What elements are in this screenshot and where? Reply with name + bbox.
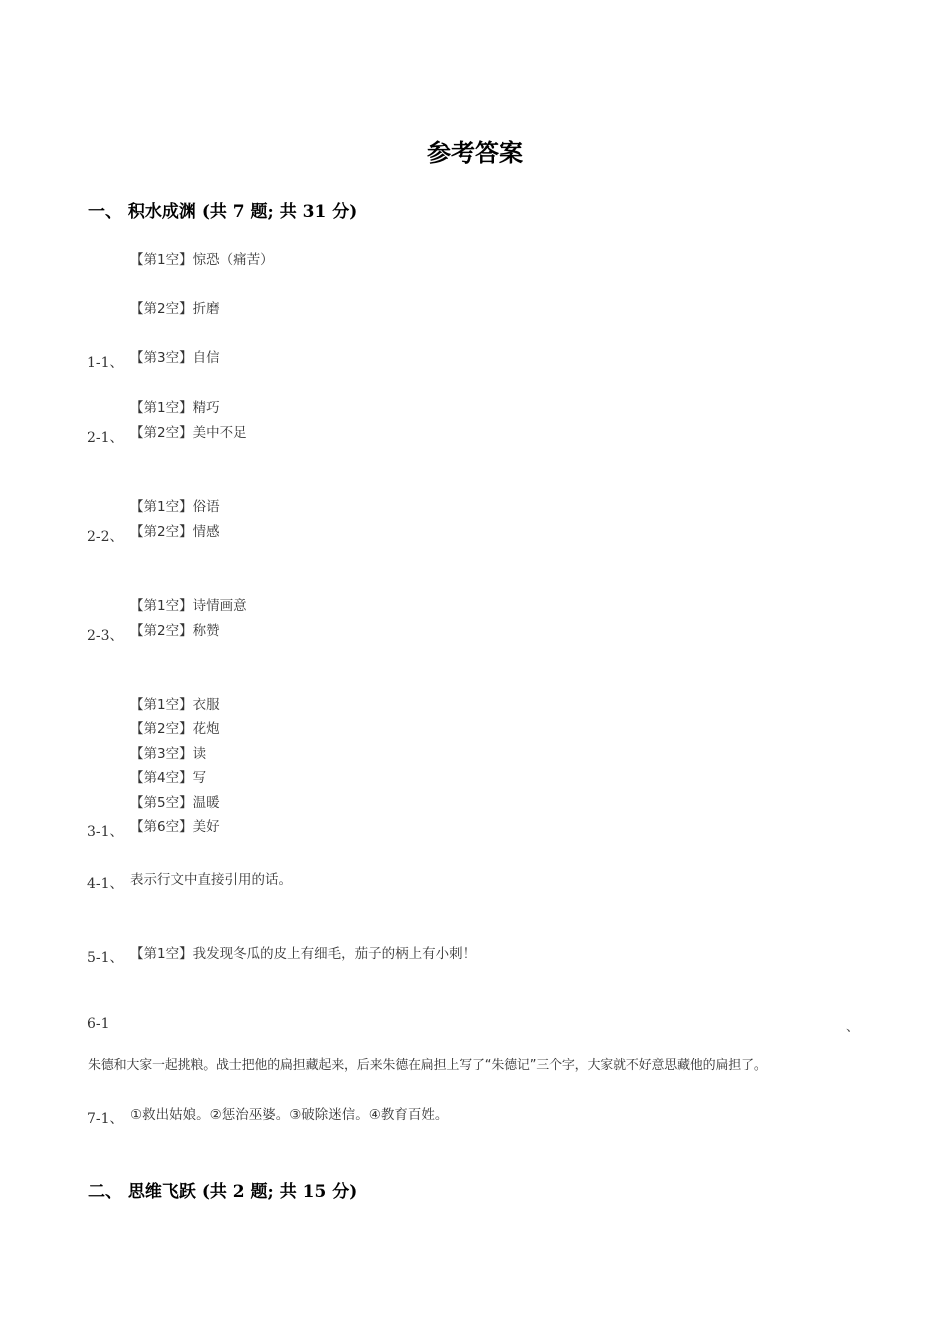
answer-line: ①救出姑娘。②惩治巫婆。③破除迷信。④教育百姓。 xyxy=(130,1107,449,1123)
question-number: 3-1、 xyxy=(87,824,124,840)
question-number: 1-1、 xyxy=(87,355,124,371)
answer-line: 【第6空】美好 xyxy=(130,819,220,835)
section-heading-1: 一、 积水成渊 (共 7 题; 共 31 分) xyxy=(88,202,358,222)
answer-line: 【第1空】我发现冬瓜的皮上有细毛，茄子的柄上有小刺！ xyxy=(130,946,477,962)
answer-line: 表示行文中直接引用的话。 xyxy=(130,872,292,888)
answer-line: 【第2空】美中不足 xyxy=(130,425,247,441)
answer-line: 【第1空】俗语 xyxy=(130,499,220,515)
question-number: 7-1、 xyxy=(87,1111,124,1127)
question-number: 4-1、 xyxy=(87,876,124,892)
page-title: 参考答案 xyxy=(427,139,523,167)
question-number: 2-1、 xyxy=(87,430,124,446)
answer-line: 【第5空】温暖 xyxy=(130,795,220,811)
answer-line: 【第4空】写 xyxy=(130,770,207,786)
answer-line: 【第2空】折磨 xyxy=(130,301,220,317)
enumeration-mark: 、 xyxy=(846,1020,860,1035)
question-number: 2-2、 xyxy=(87,529,124,545)
answer-line: 【第1空】诗情画意 xyxy=(130,598,247,614)
question-number: 2-3、 xyxy=(87,628,124,644)
answer-line: 【第2空】情感 xyxy=(130,524,220,540)
answer-line: 朱德和大家一起挑粮。战士把他的扁担藏起来，后来朱德在扁担上写了“朱德记”三个字，大家就不好意思藏他的扁担了。 xyxy=(88,1058,767,1073)
answer-line: 【第1空】衣服 xyxy=(130,697,220,713)
answer-line: 【第2空】花炮 xyxy=(130,721,220,737)
answer-line: 【第1空】惊恐（痛苦） xyxy=(130,252,274,268)
answer-line: 【第1空】精巧 xyxy=(130,400,220,416)
answer-line: 【第3空】读 xyxy=(130,746,207,762)
section-heading-2: 二、 思维飞跃 (共 2 题; 共 15 分) xyxy=(88,1182,358,1202)
answer-line: 【第2空】称赞 xyxy=(130,623,220,639)
question-number: 5-1、 xyxy=(87,950,124,966)
answer-line: 【第3空】自信 xyxy=(130,350,220,366)
question-number: 6-1 xyxy=(87,1016,110,1032)
